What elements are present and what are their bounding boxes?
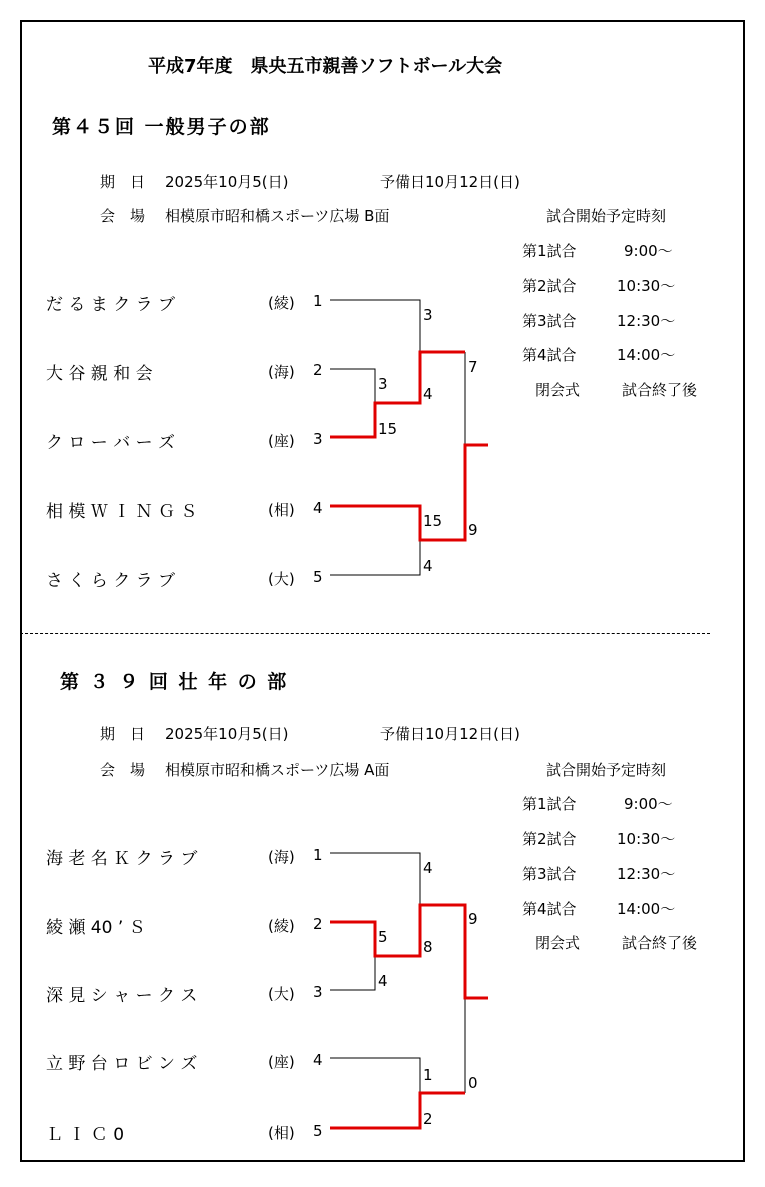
bracket-winner-line <box>330 1093 465 1128</box>
team-name: 綾 瀬 40 ’ Ｓ <box>46 918 146 938</box>
section1-heading: 第４５回 一般男子の部 <box>52 116 271 138</box>
match-score: 4 <box>423 557 433 575</box>
match-score: 4 <box>423 385 433 403</box>
section2-heading: 第 ３ ９ 回 壮 年 の 部 <box>60 671 289 693</box>
section2-schedule-time: 12:30～ <box>617 865 676 883</box>
section2-schedule-label: 第4試合 <box>522 900 577 918</box>
match-score: 8 <box>423 938 433 956</box>
section1-date-label: 期 日 <box>100 173 146 191</box>
section1-venue-label: 会 場 <box>100 207 146 225</box>
section1-schedule-time: 試合終了後 <box>622 381 698 399</box>
team-city: (座) <box>268 1053 295 1071</box>
bracket-line <box>330 300 420 352</box>
team-city: (大) <box>268 985 295 1003</box>
section2-reserve-date: 予備日10月12日(日) <box>380 725 520 743</box>
team-city: (海) <box>268 363 295 381</box>
section1-schedule-time: 12:30～ <box>617 312 676 330</box>
team-seed: 5 <box>313 568 323 586</box>
section2-venue-value: 相模原市昭和橋スポーツ広場 A面 <box>165 761 390 779</box>
bracket-line <box>330 1058 420 1093</box>
team-name: だ る ま ク ラ ブ <box>46 295 176 315</box>
team-city: (海) <box>268 848 295 866</box>
match-score: 9 <box>468 521 478 539</box>
section2-schedule-time: 14:00～ <box>617 900 676 918</box>
match-score: 4 <box>378 972 388 990</box>
match-score: 1 <box>423 1066 433 1084</box>
match-score: 3 <box>423 306 433 324</box>
team-seed: 5 <box>313 1122 323 1140</box>
section2-schedule-label: 第3試合 <box>522 865 577 883</box>
team-name: ク ロ ー バ ー ズ <box>46 433 176 453</box>
team-seed: 4 <box>313 499 323 517</box>
team-seed: 2 <box>313 361 323 379</box>
section2-schedule-time: 試合終了後 <box>622 934 698 952</box>
bracket-winner-line <box>330 905 488 998</box>
section1-schedule-label: 第4試合 <box>522 346 577 364</box>
bracket-line <box>330 853 420 905</box>
team-name: 相 模 Ｗ Ｉ Ｎ Ｇ Ｓ <box>46 502 198 522</box>
match-score: 5 <box>378 928 388 946</box>
bracket-winner-line <box>330 352 465 437</box>
team-name: Ｌ Ｉ Ｃ 0 <box>46 1125 125 1145</box>
team-city: (座) <box>268 432 295 450</box>
section1-schedule-label: 閉会式 <box>535 381 581 399</box>
section1-venue-value: 相模原市昭和橋スポーツ広場 B面 <box>165 207 390 225</box>
bracket-line <box>330 540 420 575</box>
section1-schedule-title: 試合開始予定時刻 <box>546 207 667 225</box>
section2-schedule-label: 閉会式 <box>535 934 581 952</box>
section2-schedule-label: 第2試合 <box>522 830 577 848</box>
team-city: (相) <box>268 501 295 519</box>
team-city: (綾) <box>268 294 295 312</box>
section2-schedule-time: 9:00～ <box>624 795 673 813</box>
match-score: 7 <box>468 358 478 376</box>
section2-venue-label: 会 場 <box>100 761 146 779</box>
section2-date-value: 2025年10月5(日) <box>165 725 289 743</box>
team-name: 海 老 名 Ｋ ク ラ ブ <box>46 849 198 869</box>
team-seed: 1 <box>313 292 323 310</box>
match-score: 0 <box>468 1074 478 1092</box>
team-name: 立 野 台 ロ ビ ン ズ <box>46 1054 198 1074</box>
team-city: (綾) <box>268 917 295 935</box>
match-score: 9 <box>468 910 478 928</box>
section1-reserve-date: 予備日10月12日(日) <box>380 173 520 191</box>
section2-schedule-title: 試合開始予定時刻 <box>546 761 667 779</box>
section1-schedule-time: 9:00～ <box>624 242 673 260</box>
match-score: 3 <box>378 375 388 393</box>
bracket-line <box>330 956 375 990</box>
section1-schedule-label: 第1試合 <box>522 242 577 260</box>
team-seed: 4 <box>313 1051 323 1069</box>
bracket-winner-line <box>330 445 488 540</box>
section1-schedule-time: 14:00～ <box>617 346 676 364</box>
team-name: 大 谷 親 和 会 <box>46 364 153 384</box>
team-city: (相) <box>268 1124 295 1142</box>
section1-schedule-time: 10:30～ <box>617 277 676 295</box>
team-seed: 3 <box>313 983 323 1001</box>
match-score: 15 <box>423 512 443 530</box>
section2-date-label: 期 日 <box>100 725 146 743</box>
team-name: さ く ら ク ラ ブ <box>46 571 176 591</box>
team-seed: 3 <box>313 430 323 448</box>
section1-schedule-label: 第2試合 <box>522 277 577 295</box>
match-score: 4 <box>423 859 433 877</box>
team-city: (大) <box>268 570 295 588</box>
match-score: 2 <box>423 1110 433 1128</box>
bracket-line <box>330 369 375 403</box>
section2-schedule-label: 第1試合 <box>522 795 577 813</box>
team-seed: 2 <box>313 915 323 933</box>
team-name: 深 見 シ ャ ー ク ス <box>46 986 198 1006</box>
section1-date-value: 2025年10月5(日) <box>165 173 289 191</box>
match-score: 15 <box>378 420 398 438</box>
tournament-title: 平成7年度 県央五市親善ソフトボール大会 <box>148 56 503 77</box>
team-seed: 1 <box>313 846 323 864</box>
section1-schedule-label: 第3試合 <box>522 312 577 330</box>
section2-schedule-time: 10:30～ <box>617 830 676 848</box>
